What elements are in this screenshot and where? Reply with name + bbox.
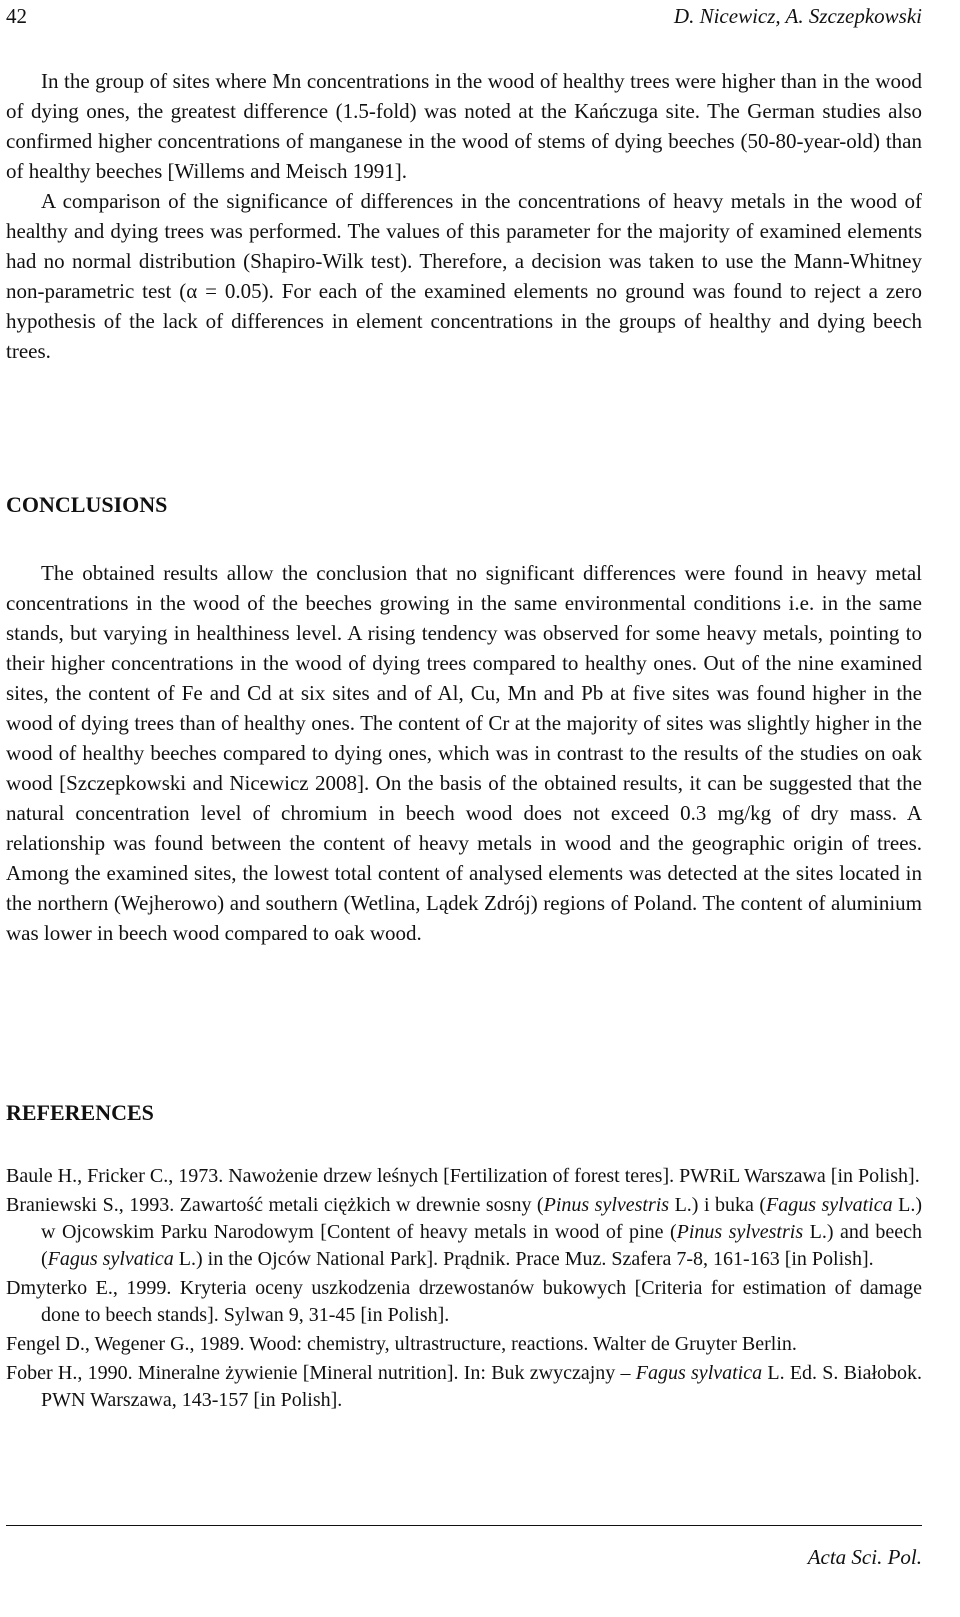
conclusions-paragraph: The obtained results allow the conclusion that no significant differences were found in heavy metal concentrations in the wood of the beeches growing in the same environmental conditions i.e. in the same stands, but varying in healthiness level. A rising tendency was observed for some heavy metals, pointing to their higher concentrations in the wood of dying trees compared to healthy ones. Out of the nine examined sites, the content of Fe and Cd at six sites and of Al, Cu, Mn and Pb at five sites was found higher in the wood of dying trees than of healthy ones. The content of Cr at the majority of sites was slightly higher in the wood of healthy beeches compared to dying ones, which was in contrast to the results of the studies on oak wood [Szczepkowski and Nicewicz 2008]. On the basis of the obtained results, it can be suggested that the natural concentration level of chromium in beech wood does not exceed 0.3 mg/kg of dry mass. A relationship was found between the content of heavy metals in wood and the geographic origin of trees. Among the examined sites, the lowest total content of analysed elements was detected at the sites located in the northern (Wejherowo) and southern (Wetlina, Lądek Zdrój) regions of Poland. The content of aluminium was lower in beech wood compared to oak wood.	[6, 561, 922, 945]
reference-item	[6, 1163, 922, 1190]
reference-text: Fober H., 1990. Mineralne żywienie [Mineral nutrition]. In: Buk zwyczajny –	[6, 1362, 636, 1384]
running-head-authors: D. Nicewicz, A. Szczepkowski	[673, 4, 922, 28]
journal-name: Acta Sci. Pol.	[807, 1545, 922, 1569]
references-heading: REFERENCES	[6, 1100, 154, 1125]
reference-text: L.) in the Ojców National Park]. Prądnik. Prace Muz. Szafera 7-8, 161-163 [in Polish].	[173, 1248, 874, 1270]
reference-taxon: Fagus sylvatica	[766, 1194, 893, 1216]
results-paragraph-2: A comparison of the significance of differences in the concentrations of heavy metals in the wood of healthy and dying trees was performed. The values of this parameter for the majority of examined elements had no normal distribution (Shapiro-Wilk test). Therefore, a decision was taken to use the Mann-Whitney non-parametric test (α = 0.05). For each of the examined elements no ground was found to reject a zero hypothesis of the lack of differences in element concentrations in the groups of healthy and dying beech trees.	[6, 189, 922, 363]
footer-divider	[6, 1525, 922, 1526]
reference-taxon: Pinus sylvestris	[676, 1221, 804, 1243]
running-head	[6, 0, 922, 32]
page-number: 42	[6, 4, 27, 28]
conclusions-section	[6, 558, 922, 948]
reference-text: L.) w Ojcowskim Parku Narodowym [Content of heavy metals in wood of pine (	[41, 1194, 922, 1243]
reference-list	[6, 1163, 922, 1416]
reference-taxon: Fagus sylvatica	[635, 1362, 763, 1384]
reference-text: Fengel D., Wegener G., 1989. Wood: chemistry, ultrastructure, reactions. Walter de Gruyter Berlin.	[6, 1333, 797, 1355]
conclusions-heading: CONCLUSIONS	[6, 492, 168, 517]
reference-item	[6, 1275, 922, 1329]
reference-item	[6, 1192, 922, 1273]
reference-item	[6, 1331, 922, 1358]
reference-text: L.) i buka (	[669, 1194, 767, 1216]
reference-item	[6, 1360, 922, 1414]
results-paragraph-1: In the group of sites where Mn concentrations in the wood of healthy trees were higher than in the wood of dying ones, the greatest difference (1.5-fold) was noted at the Kańczuga site. The German studies also confirmed higher concentrations of manganese in the wood of stems of dying beeches (50-80-year-old) than of healthy beeches [Willems and Meisch 1991].	[6, 69, 922, 183]
reference-text: Dmyterko E., 1999. Kryteria oceny uszkodzenia drzewostanów bukowych [Criteria for estimation of damage done to beech stands]. Sylwan 9, 31-45 [in Polish].	[6, 1277, 922, 1326]
reference-text: L. Ed. S. Białobok. PWN Warszawa, 143-157 [in Polish].	[41, 1362, 922, 1411]
reference-text: L.) and beech (	[41, 1221, 922, 1270]
results-section	[6, 66, 922, 366]
reference-taxon: Fagus sylvatica	[47, 1248, 174, 1270]
reference-text: Baule H., Fricker C., 1973. Nawożenie drzew leśnych [Fertilization of forest teres]. PWRiL Warszawa [in Polish].	[6, 1165, 920, 1187]
reference-taxon: Pinus sylvestris	[543, 1194, 670, 1216]
reference-text: Braniewski S., 1993. Zawartość metali ciężkich w drewnie sosny (	[6, 1194, 544, 1216]
